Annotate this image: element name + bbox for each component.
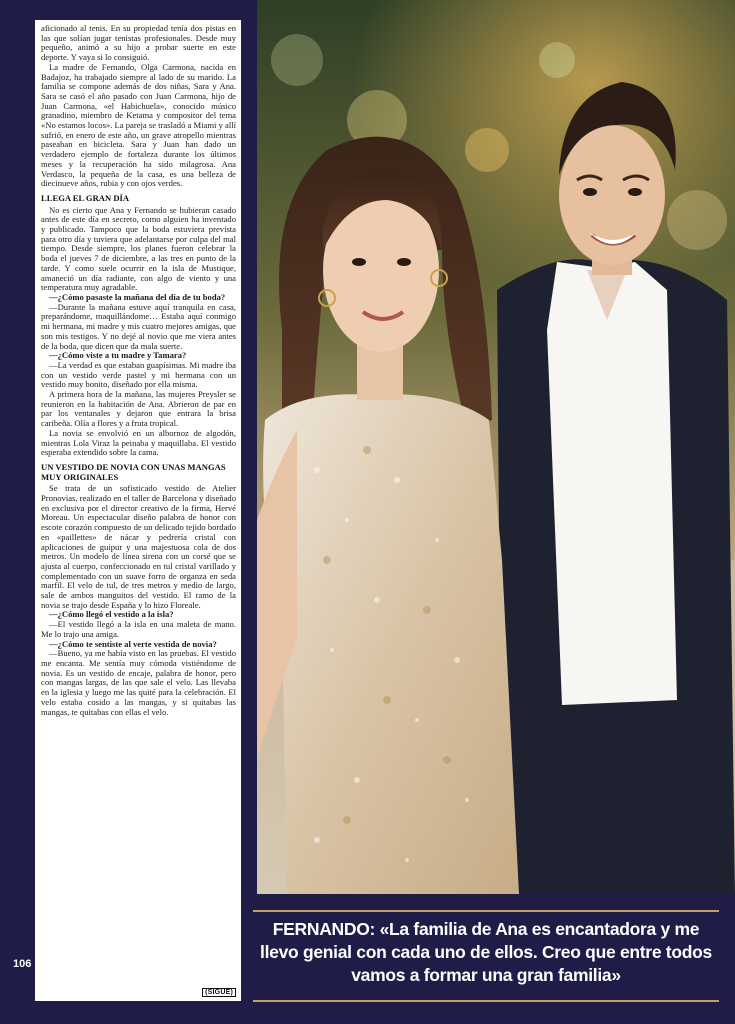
continue-label: (SIGUE) bbox=[202, 988, 236, 997]
interview-answer: —El vestido llegó a la isla en una maleta de mano. Me lo trajo una amiga. bbox=[41, 619, 236, 639]
caption-text bbox=[253, 918, 719, 987]
interview-question: —¿Cómo te sentiste al verte vestida de novia? bbox=[49, 638, 217, 649]
article-paragraph: La madre de Fernando, Olga Carmona, nacida en Badajoz, ha trabajado siempre al lado de su marido. La familia se compone además de dos niñas, Sara y Ana. Sara se casó el año pasado con Juan Carmona, hijo de Juan Carmona, «el Habichuela», conocido músico granadino, miembro de Ketama y compositor del tema «No estamos locos». La pareja se trasladó a Miami y allí sufrió, en enero de este año, un grave atropello mientras paseaban en bicicleta. Sara y Juan han dado un verdadero ejemplo de fortaleza durante los últimos meses y la recuperación ha sido milagrosa. Ana Verdasco, la pequeña de la casa, es una belleza de diecinueve años, rubia y con ojos verdes. bbox=[41, 61, 236, 189]
interview-question: —¿Cómo llegó el vestido a la isla? bbox=[49, 609, 174, 620]
caption-rule-top bbox=[253, 910, 719, 912]
photo-caption bbox=[253, 898, 721, 1004]
couple-photo bbox=[257, 0, 735, 894]
caption-rule-bottom bbox=[253, 1000, 719, 1002]
couple-photo-illustration bbox=[257, 0, 735, 894]
interview-answer: —La verdad es que estaban guapísimas. Mi madre iba con un vestido verde pastel y mi hermana con un vestido muy bonito, diseñado por ella misma. bbox=[41, 359, 236, 390]
interview-answer: —Durante la mañana estuve aquí tranquila en casa, preparándome, maquillándome… Estaba aquí conmigo mi hermana, mi madre y mis cuatro mejores amigas, que son mis testigos. Y no dejé al novio que me viera antes de la boda, que dicen que da mala suerte. bbox=[41, 301, 236, 351]
section-heading: LLEGA EL GRAN DÍA bbox=[41, 192, 130, 203]
article-paragraph: aficionado al tenis. En su propiedad tenía dos pistas en las que solían jugar tenistas profesionales. Desde muy pequeño, animó a su hijo a probar suerte en este deporte. Y vaya si lo consiguió. bbox=[41, 23, 236, 63]
section-heading: UN VESTIDO DE NOVIA CON UNAS MANGAS MUY ORIGINALES bbox=[41, 461, 226, 482]
interview-answer: —Bueno, ya me había visto en las pruebas. El vestido me encanta. Me sentía muy cómoda vistiéndome de novia. Es un vestido de encaje, palabra de honor, pero con mangas largas, de las que sale el velo. Las llevaba en la iglesia y luego me las quité para la celebración. El velo estaba cosido a las mangas, y si quitabas las mangas, te quitabas con ellas el velo. bbox=[41, 648, 236, 717]
interview-question: —¿Cómo viste a tu madre y Tamara? bbox=[49, 350, 187, 361]
article-paragraph: Se trata de un sofisticado vestido de Atelier Pronovias, realizado en el taller de Barcelona y diseñado en exclusiva por el director creativo de la firma, Hervé Moreau. Un espectacular diseño palabra de honor con escote corazón compuesto de un delicado tejido bordado en «paillettes» de nácar y pedrería cristal con aplicaciones de guipur y una majestuosa cola de dos metros. Un modelo de línea sirena con un corsé que se ajusta al cuerpo, confeccionado en tul cristal varillado y complementado con un suave forro de organza en seda marfil. El velo de tul, de tres metros y medio de largo, sale de ambos manguitos del vestido. El ramo de la novia se trajo desde España y lo hizo Floreale. bbox=[41, 483, 236, 610]
article-paragraph: A primera hora de la mañana, las mujeres Preysler se reunieron en la habitación de Ana. Abrieron de par en par los ventanales y dejaron que entrara la brisa caribeña. Olía a flores y a fruta tropical. bbox=[41, 389, 236, 429]
interview-question: —¿Cómo pasaste la mañana del día de tu boda? bbox=[49, 291, 226, 302]
caption-speaker: FERNANDO: bbox=[272, 919, 376, 939]
page-number: 106 bbox=[13, 958, 32, 970]
caption-quote: «La familia de Ana es encantadora y me llevo genial con cada uno de ellos. Creo que entre todos vamos a formar una gran familia» bbox=[260, 919, 712, 985]
article-column bbox=[35, 20, 241, 1001]
article-paragraph: No es cierto que Ana y Fernando se hubieran casado antes de este día en secreto, como alguien ha inventado y publicado. Tampoco que la boda estuviera prevista para otro día y tuviera que adelantarse por culpa del mal tiempo. Desde siempre, los planes fueron celebrar la boda el jueves 7 de diciembre, a las tres en punto de la tarde. Y como suele ocurrir en la isla de Mustique, amaneció un día radiante, con algo de viento y una temperatura muy agradable. bbox=[41, 204, 236, 293]
article-paragraph: La novia se envolvió en un albornoz de algodón, mientras Lola Viraz la peinaba y maquillaba. El vestido esperaba extendido sobre la cama. bbox=[41, 427, 236, 458]
